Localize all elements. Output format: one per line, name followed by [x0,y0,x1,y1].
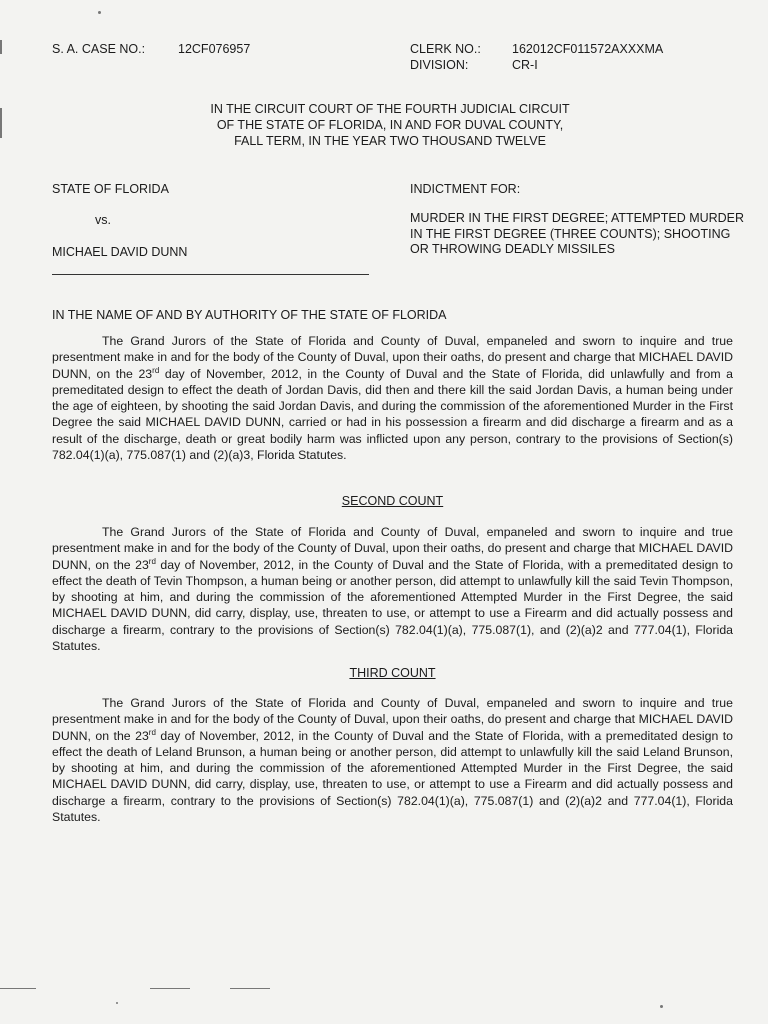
first-count-text-a: The Grand Jurors of the State of Florida and County of Duval, empaneled and sworn to inquire and true presentment make in and for the body of the County of Duval, upon their oaths, do present and charge that MICHAEL DAVID DUNN, on the 23 [52,334,733,381]
clerk-number: 162012CF011572AXXXMA [512,42,664,56]
third-count-heading: THIRD COUNT [349,666,436,680]
scan-mark [230,988,270,989]
second-count-paragraph [52,524,733,654]
division-label: DIVISION: [410,58,469,72]
scan-dot [660,1005,663,1008]
first-count-ordinal: rd [152,365,160,375]
defendant: MICHAEL DAVID DUNN [52,245,188,259]
first-count-paragraph [52,333,733,463]
sa-case-label: S. A. CASE NO.: [52,42,146,56]
second-count-ordinal: rd [148,556,156,566]
scan-mark [0,988,36,989]
scan-dot [116,1002,118,1004]
scan-mark [150,988,190,989]
court-heading [120,101,660,149]
authority-line: IN THE NAME OF AND BY AUTHORITY OF THE STATE OF FLORIDA [52,308,447,322]
second-count-text-b: day of November, 2012, in the County of Duval and the State of Florida, with a premeditated design to effect the death of Tevin Thompson, a human being or another person, did attempt to unlawfully kill the said Tevin Thompson, by shooting at him, and during the commission of the aforementioned Attempted Murder in the First Degree, the said MICHAEL DAVID DUNN, did carry, display, use, threaten to use, or attempt to use a Firearm and did actually possess and discharge a firearm, contrary to the provisions of Section(s) 782.04(1)(a), 775.087(1), and (2)(a)2 and 777.04(1), Florida Statutes. [52,557,734,654]
indictment-for-label: INDICTMENT FOR: [410,182,521,196]
sa-case-number: 12CF076957 [178,42,251,56]
versus: vs. [95,213,111,227]
scan-mark [0,108,2,138]
plaintiff: STATE OF FLORIDA [52,182,169,196]
charges-list: MURDER IN THE FIRST DEGREE; ATTEMPTED MURDER IN THE FIRST DEGREE (THREE COUNTS); SHOOTING OR THROWING DEADLY MISSILES [410,211,745,256]
third-count-text-a: The Grand Jurors of the State of Florida and County of Duval, empaneled and sworn to inquire and true presentment make in and for the body of the County of Duval, upon their oaths, do present and charge that MICHAEL DAVID DUNN, on the 23 [52,696,733,743]
second-count-text-a: The Grand Jurors of the State of Florida and County of Duval, empaneled and sworn to inquire and true presentment make in and for the body of the County of Duval, upon their oaths, do present and charge that MICHAEL DAVID DUNN, on the 23 [52,525,733,572]
third-count-text-b: day of November, 2012, in the County of Duval and the State of Florida, with a premeditated design to effect the death of Leland Brunson, a human being or another person, did attempt to unlawfully kill the said Leland Brunson, by shooting at him, and during the commission of the aforementioned Attempted Murder in the First Degree, the said MICHAEL DAVID DUNN, did carry, display, use, threaten to use, or attempt to use a Firearm and did actually possess and discharge a firearm, contrary to the provisions of Section(s) 782.04(1)(a), 775.087(1) and (2)(a)2 and 777.04(1), Florida Statutes. [52,728,734,825]
third-count-ordinal: rd [148,727,156,737]
court-line-2: OF THE STATE OF FLORIDA, IN AND FOR DUVAL COUNTY, [216,118,564,132]
caption-rule [52,274,369,275]
court-line-3: FALL TERM, IN THE YEAR TWO THOUSAND TWELVE [234,134,546,148]
scan-mark [0,40,2,54]
division-value: CR-I [512,58,538,72]
court-line-1: IN THE CIRCUIT COURT OF THE FOURTH JUDICIAL CIRCUIT [210,102,570,116]
clerk-label: CLERK NO.: [410,42,481,56]
first-count-text-b: day of November, 2012, in the County of Duval and the State of Florida, did unlawfully and from a premeditated design to effect the death of Jordan Davis, did then and there kill the said Jordan Davis, a human being under the age of eighteen, by shooting the said Jordan Davis, and during the commission of the aforementioned Murder in the First Degree the said MICHAEL DAVID DUNN, carried or had in his possession a firearm and did discharge a firearm and as a result of the discharge, death or great bodily harm was inflicted upon any person, contrary to the provisions of Section(s) 782.04(1)(a), 775.087(1) and (2)(a)3, Florida Statutes. [52,366,733,463]
scan-dot [98,11,101,14]
third-count-paragraph [52,695,733,825]
second-count-heading: SECOND COUNT [341,494,444,508]
